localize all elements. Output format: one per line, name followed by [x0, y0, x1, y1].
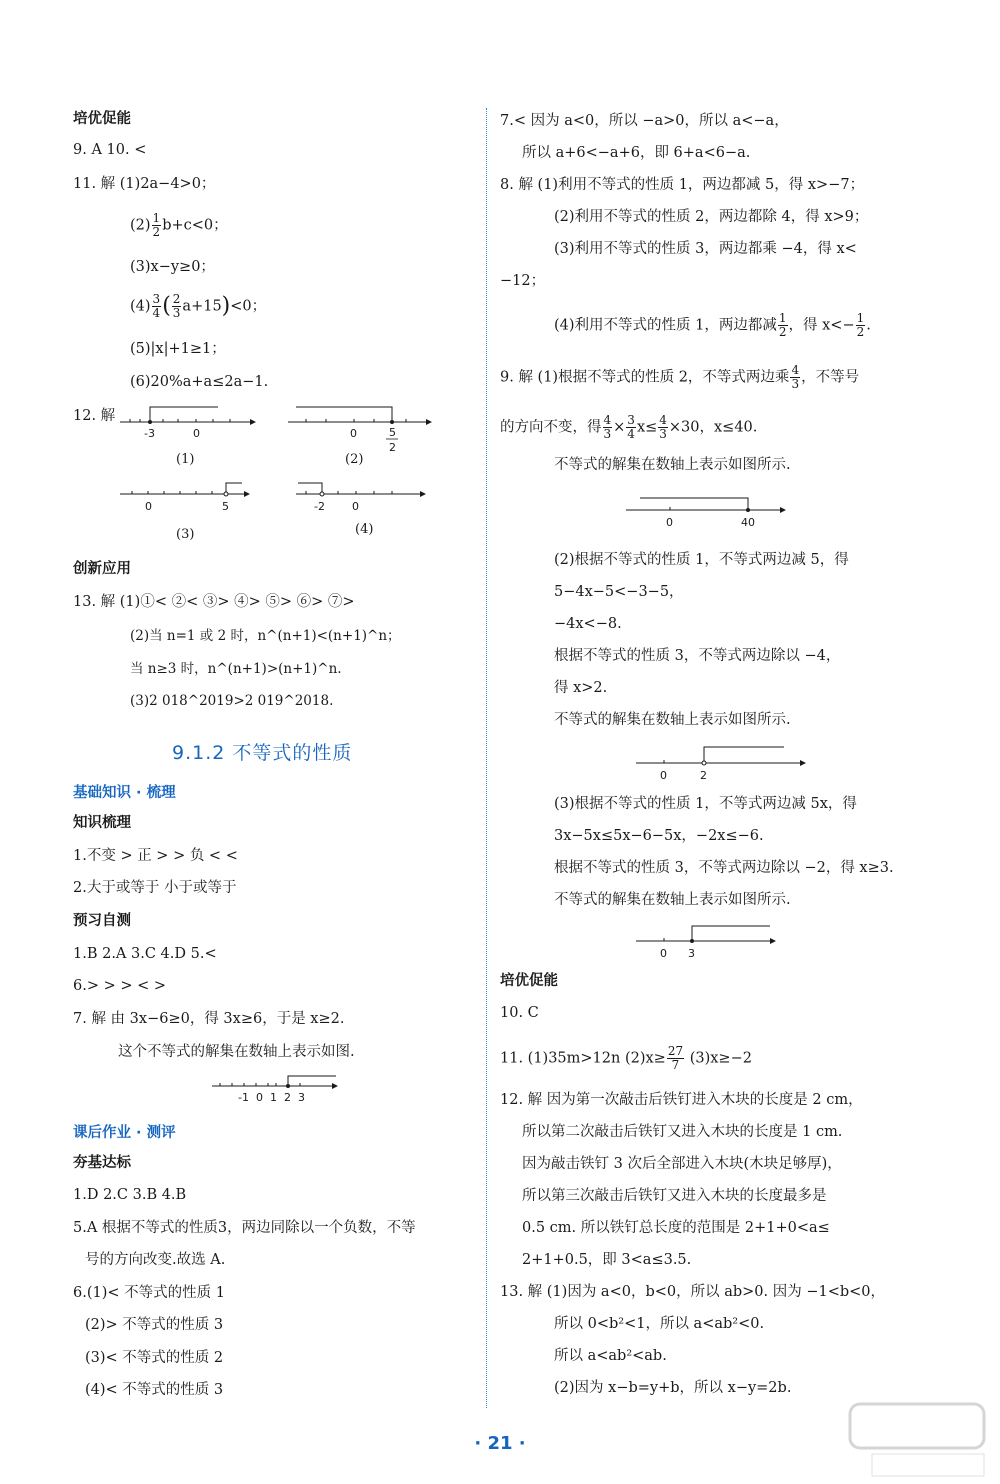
text: 11. (1)35m>12n (2)x≥: [500, 1050, 666, 1067]
numerator: 1: [856, 311, 865, 325]
text: (4)利用不等式的性质 1，两边都减: [554, 317, 777, 334]
heading-peiyou: 培优促能: [73, 111, 131, 127]
denominator: 2: [856, 325, 865, 339]
fraction: [658, 414, 668, 441]
answer-line: 11. 解 (1)2a−4>0；: [73, 176, 216, 192]
heading-zhishi: 知识梳理: [73, 815, 131, 831]
watermark-logo: [842, 1400, 992, 1480]
answer-line: 根据不等式的性质 3，不等式两边除以 −2，得 x≥3.: [554, 860, 894, 876]
heading-chuangxin: 创新应用: [73, 561, 131, 577]
number-line-8: [634, 921, 814, 961]
heading-yuxi: 预习自测: [73, 913, 131, 929]
section-title: 9.1.2 不等式的性质: [172, 742, 353, 764]
answer-line: 1.不变 > 正 > > 负 < <: [73, 848, 238, 864]
answer-line: 8. 解 (1)利用不等式的性质 1，两边都减 5，得 x>−7；: [500, 177, 865, 193]
numerator: 1: [152, 211, 161, 225]
answer-line: 所以第二次敲击后铁钉又进入木块的长度是 1 cm.: [522, 1124, 843, 1140]
answer-line: (2)根据不等式的性质 1，不等式两边减 5，得: [554, 552, 849, 568]
denominator: 2: [152, 225, 161, 239]
text: (4): [130, 298, 151, 315]
caption: (3): [176, 527, 195, 542]
answer-line: 不等式的解集在数轴上表示如图所示.: [554, 712, 791, 728]
answer-line: 9. A 10. <: [73, 142, 147, 158]
text: a+15: [182, 298, 222, 315]
answer-line: (3)x−y≥0；: [130, 259, 215, 275]
fraction: [626, 414, 636, 441]
caption: (2): [345, 452, 364, 467]
tick-label: 0: [352, 500, 359, 513]
tick-label: 2: [700, 769, 707, 782]
text: ，不等号: [801, 369, 860, 386]
numerator: 1: [778, 311, 787, 325]
number-line-2: [286, 400, 436, 458]
answer-line: 这个不等式的解集在数轴上表示如图.: [118, 1044, 355, 1060]
answer-line: 13. 解 (1)因为 a<0，b<0，所以 ab>0. 因为 −1<b<0，: [500, 1284, 886, 1300]
numerator: 3: [627, 413, 635, 427]
answer-line: 所以 a+6<−a+6，即 6+a<6−a.: [522, 145, 751, 161]
answer-line: (2)因为 x−b=y+b，所以 x−y=2b.: [554, 1380, 792, 1396]
text: (2): [130, 217, 151, 234]
answer-line: 12. 解 因为第一次敲击后铁钉进入木块的长度是 2 cm，: [500, 1092, 863, 1108]
numerator: 4: [791, 363, 800, 377]
answer-line: −12；: [500, 273, 546, 289]
heading-peiyou-2: 培优促能: [500, 973, 558, 989]
numerator: 27: [667, 1044, 684, 1058]
tick-label: -1: [238, 1091, 249, 1104]
tick-label: 0: [350, 427, 357, 440]
answer-line: (5)|x|+1≥1；: [130, 341, 226, 357]
answer-line: 13. 解 (1)①< ②< ③> ④> ⑤> ⑥> ⑦>: [73, 594, 355, 610]
answer-line: (3)利用不等式的性质 3，两边都乘 −4，得 x<: [554, 241, 857, 257]
answer-line: −4x<−8.: [554, 616, 622, 632]
number-line-3: [118, 478, 258, 518]
tick-label: 0: [256, 1091, 263, 1104]
tick-label: 5: [389, 426, 396, 439]
page-number: · 21 ·: [474, 1433, 526, 1454]
answer-line: 6.> > > < >: [73, 978, 167, 994]
tick-label: -3: [144, 427, 155, 440]
answer-line: 号的方向改变.故选 A.: [85, 1252, 226, 1268]
numerator: 4: [659, 413, 667, 427]
answer-line: 因为敲击铁钉 3 次后全部进入木块(木块足够厚)，: [522, 1156, 842, 1172]
answer-line: (3)2 018^2019>2 019^2018.: [130, 693, 334, 709]
number-line-1: [118, 400, 258, 442]
denominator: 3: [659, 427, 667, 441]
fraction: [603, 414, 613, 441]
answer-line: 3x−5x≤5x−6−5x，−2x≤−6.: [554, 828, 764, 844]
answer-line: 不等式的解集在数轴上表示如图所示.: [554, 457, 791, 473]
fraction: [152, 293, 162, 320]
tick-label: 2: [284, 1091, 291, 1104]
tick-label: -2: [314, 500, 325, 513]
heading-duoji: 夯基达标: [73, 1155, 131, 1171]
tick-label: 0: [145, 500, 152, 513]
times: ×: [613, 419, 626, 436]
fraction: [856, 312, 866, 339]
section-subheading: 课后作业 · 测评: [73, 1125, 176, 1141]
number-line-4: [294, 478, 434, 518]
answer-line: 6.(1)< 不等式的性质 1: [73, 1285, 225, 1301]
answer-line: 得 x>2.: [554, 680, 608, 696]
text: <0；: [230, 298, 267, 315]
fraction: [172, 293, 182, 320]
section-subheading: 基础知识 · 梳理: [73, 785, 176, 801]
text: (3)x≥−2: [685, 1050, 752, 1067]
answer-line: 0.5 cm. 所以铁钉总长度的范围是 2+1+0<a≤: [522, 1220, 830, 1236]
answer-line: [500, 414, 757, 441]
tick-label: 1: [270, 1091, 277, 1104]
text: b+c<0；: [162, 217, 228, 234]
number-line-6: [624, 490, 794, 530]
answer-line: 当 n≥3 时，n^(n+1)>(n+1)^n.: [130, 661, 342, 677]
denominator: 3: [172, 306, 181, 320]
denominator: 4: [152, 306, 161, 320]
caption: (1): [176, 452, 195, 467]
answer-line: 1.B 2.A 3.C 4.D 5.<: [73, 946, 217, 962]
tick-label: 0: [660, 947, 667, 960]
answer-line: 所以第三次敲击后铁钉又进入木块的长度最多是: [522, 1188, 827, 1204]
answer-line: 所以 0<b²<1，所以 a<ab²<0.: [554, 1316, 765, 1332]
number-line-7: [634, 743, 814, 783]
text: ，得 x<−: [788, 317, 855, 334]
answer-line: (4)< 不等式的性质 3: [85, 1382, 224, 1398]
tick-label: 40: [741, 516, 755, 529]
fraction: [778, 312, 788, 339]
numerator: 3: [152, 292, 161, 306]
answer-line: [130, 212, 228, 239]
paren-close: ): [221, 293, 231, 319]
numerator: 2: [172, 292, 181, 306]
denominator: 3: [603, 427, 612, 441]
answer-line: (3)< 不等式的性质 2: [85, 1350, 224, 1366]
denominator: 7: [671, 1058, 680, 1072]
tick-label: 0: [660, 769, 667, 782]
tick-label: 0: [193, 427, 200, 440]
answer-line: (2)利用不等式的性质 2，两边都除 4，得 x>9；: [554, 209, 869, 225]
answer-line: (2)> 不等式的性质 3: [85, 1317, 224, 1333]
answer-line: (3)根据不等式的性质 1，不等式两边减 5x，得: [554, 796, 857, 812]
tick-label: 0: [666, 516, 673, 529]
denominator: 2: [778, 325, 787, 339]
tick-label: 3: [298, 1091, 305, 1104]
paren-open: (: [162, 293, 171, 319]
fraction: [790, 364, 800, 391]
denominator: 4: [627, 427, 635, 441]
text: x≤: [636, 419, 658, 436]
tick-label: 5: [222, 500, 229, 513]
answer-line: 7. 解 由 3x−6≥0，得 3x≥6，于是 x≥2.: [73, 1011, 345, 1027]
number-line-5: [210, 1070, 350, 1106]
tick-label: 3: [688, 947, 695, 960]
answer-line: (6)20%a+a≤2a−1.: [130, 374, 269, 390]
answer-line: 12. 解: [73, 408, 116, 424]
answer-line: 所以 a<ab²<ab.: [554, 1348, 667, 1364]
answer-line: 2+1+0.5，即 3<a≤3.5.: [522, 1252, 692, 1268]
answer-line: 不等式的解集在数轴上表示如图所示.: [554, 892, 791, 908]
answer-line: [500, 1045, 752, 1072]
numerator: 4: [603, 413, 612, 427]
answer-line: [554, 312, 871, 339]
tick-label: 2: [389, 441, 396, 454]
answer-line: 1.D 2.C 3.B 4.B: [73, 1187, 187, 1203]
answer-line: 7.< 因为 a<0，所以 −a>0，所以 a<−a，: [500, 113, 789, 129]
text: 的方向不变，得: [500, 419, 602, 436]
period: .: [866, 317, 871, 334]
text: 9. 解 (1)根据不等式的性质 2，不等式两边乘: [500, 369, 790, 386]
answer-line: 5.A 根据不等式的性质3，两边同除以一个负数，不等: [73, 1220, 416, 1236]
answer-line: 根据不等式的性质 3，不等式两边除以 −4，: [554, 648, 841, 664]
fraction: [667, 1045, 684, 1072]
text: ×30，x≤40.: [668, 419, 758, 436]
column-divider: [486, 108, 487, 1408]
answer-line: 5−4x−5<−3−5，: [554, 584, 684, 600]
caption: (4): [355, 522, 374, 537]
answer-line: 2.大于或等于 小于或等于: [73, 880, 237, 896]
denominator: 3: [791, 377, 800, 391]
answer-line: [130, 293, 266, 320]
answer-line: 10. C: [500, 1005, 539, 1021]
answer-line: (2)当 n=1 或 2 时，n^(n+1)<(n+1)^n；: [130, 628, 401, 644]
fraction: [152, 212, 162, 239]
answer-line: [500, 364, 859, 391]
